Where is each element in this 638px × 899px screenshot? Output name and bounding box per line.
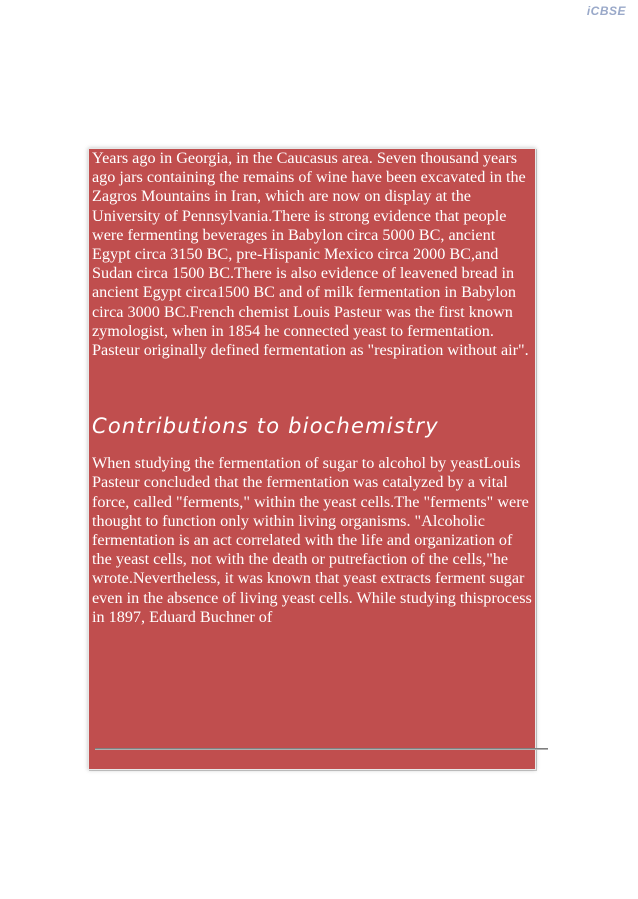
site-logo: iCBSE [586,4,626,18]
footer-divider [95,748,548,749]
section-heading: Contributions to biochemistry [92,414,439,439]
paragraph-history: Years ago in Georgia, in the Caucasus area. Seven thousand years ago jars containing the remains of wine have been excavated in the Zagros Mountains in Iran, which are now on display at the University of Pennsylvania.There is strong evidence that people were fermenting beverages in Babylon circa 5000 BC, ancient Egypt circa 3150 BC, pre-Hispanic Mexico circa 2000 BC,and Sudan circa 1500 BC.There is also evidence of leavened bread in ancient Egypt circa1500 BC and of milk fermentation in Babylon circa 3000 BC.French chemist Louis Pasteur was the first known zymologist, when in 1854 he connected yeast to fermentation. Pasteur originally defined fermentation as "respiration without air". [92,149,529,360]
paragraph-biochemistry: When studying the fermentation of sugar to alcohol by yeastLouis Pasteur concluded that the fermentation was catalyzed by a vital force, called "ferments," within the yeast cells.The "ferments" were thought to function only within living organisms. "Alcoholic fermentation is an act correlated with the life and organization of the yeast cells, not with the death or putrefaction of the cells,"he wrote.Nevertheless, it was known that yeast extracts ferment sugar even in the absence of living yeast cells. While studying thisprocess in 1897, Eduard Buchner of [92,454,532,626]
document-body [92,149,534,627]
